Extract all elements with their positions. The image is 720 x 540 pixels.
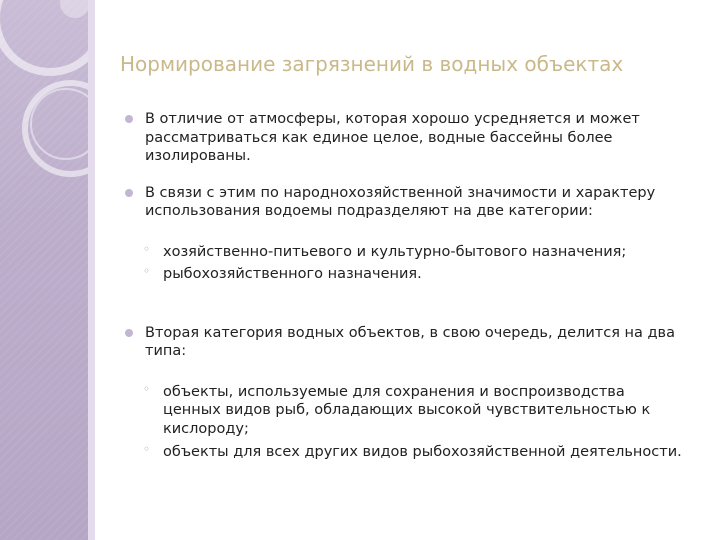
bullet-item — [125, 110, 685, 166]
sub-item — [143, 383, 685, 439]
sub-item-text: объекты, используемые для сохранения и воспроизводства ценных видов рыб, обладающих высокой чувствительностью к кислороду; — [163, 383, 651, 438]
sub-list — [125, 383, 685, 461]
circle-bullet-icon: ◦ — [143, 241, 151, 256]
sub-item-text: рыбохозяйственного назначения. — [163, 266, 422, 283]
bullet-text: В отличие от атмосферы, которая хорошо усредняется и может рассматриваться как единое целое, водные бассейны более изолированы. — [145, 111, 640, 165]
slide-title: Нормирование загрязнений в водных объектах — [120, 52, 624, 76]
bullet-item — [125, 184, 685, 221]
decorative-circle — [30, 88, 95, 160]
decorative-sidebar — [0, 0, 95, 540]
sub-item — [143, 243, 685, 262]
sub-item-text: хозяйственно-питьевого и культурно-бытового назначения; — [163, 243, 627, 260]
circle-bullet-icon: ◦ — [143, 441, 151, 456]
circle-bullet-icon: ◦ — [143, 264, 151, 279]
bullet-dot-icon — [125, 329, 133, 337]
bullet-dot-icon — [125, 115, 133, 123]
bullet-text: В связи с этим по народнохозяйственной значимости и характеру использования водоемы подразделяют на две категории: — [145, 184, 656, 220]
bullet-dot-icon — [125, 189, 133, 197]
sidebar-edge — [88, 0, 95, 540]
sub-item — [143, 265, 685, 284]
circle-bullet-icon: ◦ — [143, 381, 151, 396]
bullet-text: Вторая категория водных объектов, в свою очередь, делится на два типа: — [145, 324, 675, 360]
sub-list — [125, 243, 685, 284]
slide-content — [125, 110, 685, 501]
sub-item — [143, 443, 685, 462]
bullet-item — [125, 324, 685, 361]
sub-item-text: объекты для всех других видов рыбохозяйственной деятельности. — [163, 443, 682, 460]
